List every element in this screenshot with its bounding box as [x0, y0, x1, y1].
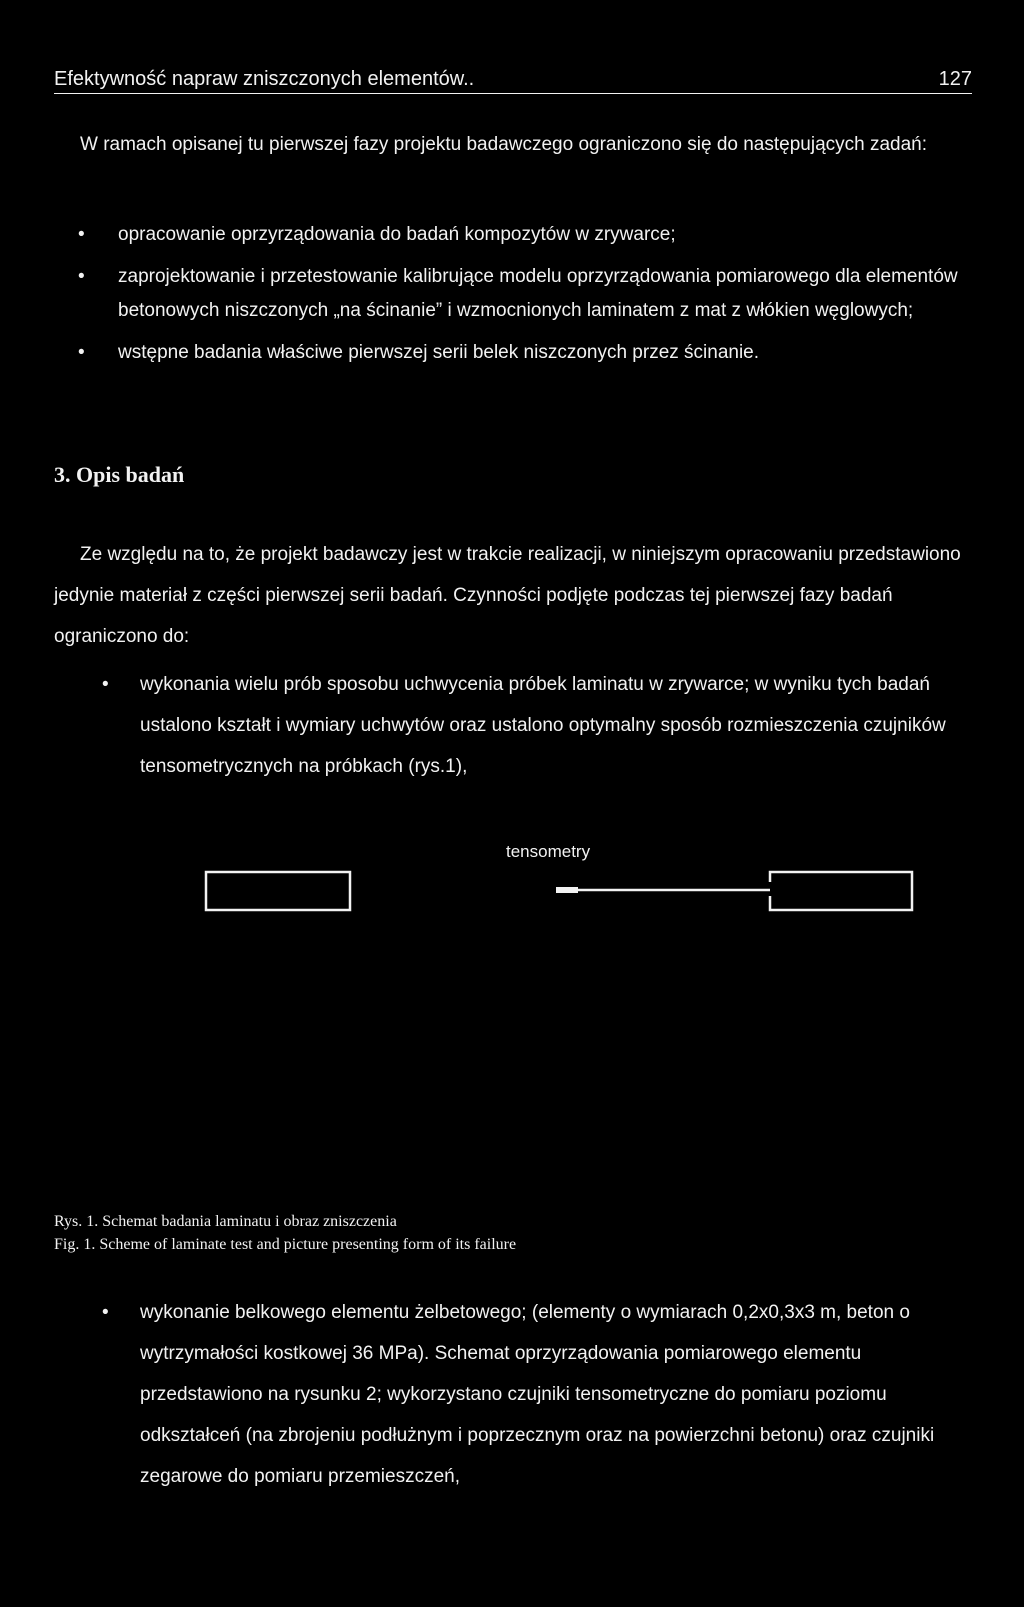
section-heading: 3. Opis badań	[54, 462, 185, 487]
figure-label: tensometry	[506, 842, 591, 861]
list-item: • opracowanie oprzyrządowania do badań kompozytów w zrywarce;	[78, 218, 978, 252]
activity-list-continued	[102, 1292, 976, 1497]
list-item: • wykonanie belkowego elementu żelbetowego; (elementy o wymiarach 0,2x0,3x3 m, beton o wytrzymałości kostkowej 36 MPa). Schemat oprzyrządowania pomiarowego elementu przedstawiono na rysunku 2; wykorzystano czujniki tensometryczne do pomiaru poziomu odkształceń (na zbrojeniu podłużnym i poprzecznym oraz na powierzchni betonu) oraz czujniki zegarowe do pomiaru przemieszczeń,	[102, 1292, 976, 1497]
laminate-figure	[0, 860, 1024, 920]
page-number: 127	[938, 68, 972, 90]
bullet-icon: •	[78, 342, 85, 363]
bullet-icon: •	[78, 224, 85, 245]
bullet-icon: •	[102, 1302, 109, 1323]
list-item: • zaprojektowanie i przetestowanie kalibrujące modelu oprzyrządowania pomiarowego dla elementów betonowych niszczonych „na ścinanie” i wzmocnionych laminatem z mat z włókien węglowych;	[78, 260, 978, 328]
figure-caption	[54, 1210, 516, 1256]
task-list	[78, 218, 978, 378]
activity-list	[102, 664, 976, 787]
bullet-icon: •	[78, 266, 85, 287]
failed-specimen	[770, 872, 912, 910]
header-title: Efektywność napraw zniszczonych elementów..	[54, 68, 475, 90]
list-item: • wstępne badania właściwe pierwszej serii belek niszczonych przez ścinanie.	[78, 336, 978, 370]
intact-specimen	[206, 872, 350, 910]
bullet-icon: •	[102, 674, 109, 695]
list-item: • wykonania wielu prób sposobu uchwycenia próbek laminatu w zrywarce; w wyniku tych badań ustalono kształt i wymiary uchwytów oraz ustalono optymalny sposób rozmieszczenia czujników tensometrycznych na próbkach (rys.1),	[102, 664, 976, 787]
running-header	[54, 68, 972, 94]
strain-gauge	[556, 887, 578, 893]
caption-pl: Rys. 1. Schemat badania laminatu i obraz zniszczenia	[54, 1213, 397, 1230]
body-paragraph: Ze względu na to, że projekt badawczy jest w trakcie realizacji, w niniejszym opracowaniu przedstawiono jedynie materiał z części pierwszej serii badań. Czynności podjęte podczas tej pierwszej fazy badań ograniczono do:	[54, 544, 961, 647]
caption-en: Fig. 1. Scheme of laminate test and picture presenting form of its failure	[54, 1236, 517, 1253]
intro-paragraph: W ramach opisanej tu pierwszej fazy projektu badawczego ograniczono się do następujących zadań:	[80, 134, 928, 155]
